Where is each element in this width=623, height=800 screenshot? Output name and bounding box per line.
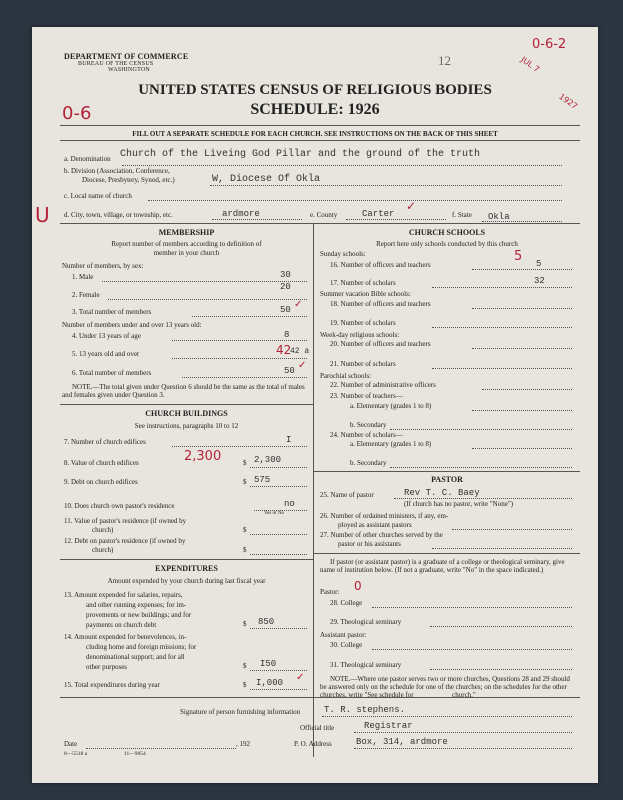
q29-label: 29. Theological seminary — [330, 618, 402, 626]
q23a-line — [472, 410, 572, 411]
q7-label: 7. Number of church edifices — [64, 438, 146, 446]
q26-label: 26. Number of ordained ministers, if any, em- — [320, 512, 449, 520]
schools-sub: Report here only schools conducted by this church — [376, 240, 518, 248]
margin-mark-u: U — [35, 203, 50, 227]
q3-line — [192, 316, 307, 317]
denomination-line — [122, 165, 562, 166]
census-schedule-sheet — [32, 27, 598, 783]
form-title: UNITED STATES CENSUS OF RELIGIOUS BODIES — [138, 82, 492, 98]
q6-line — [182, 377, 307, 378]
state-line — [482, 221, 562, 222]
q13-line-3: provements or new buildings; and for — [86, 611, 192, 619]
q12-line — [250, 554, 307, 555]
q9-dollar-icon: $ — [243, 478, 247, 486]
q24-label: 24. Number of scholars— — [330, 431, 403, 439]
official-title-value: Registrar — [364, 721, 413, 731]
date-line — [86, 748, 236, 749]
q23a-label: a. Elementary (grades 1 to 8) — [350, 402, 432, 410]
q7-value: I — [286, 435, 292, 445]
q16-value-red: 5 — [514, 249, 523, 264]
q19-line — [432, 327, 572, 328]
pastor-label: Pastor: — [320, 588, 340, 596]
q13-line-1: 13. Amount expended for salaries, repairs, — [64, 591, 183, 599]
graduate-rule — [313, 553, 580, 554]
q25-hint: (If church has no pastor, write "None") — [404, 500, 514, 508]
q18-line — [472, 308, 572, 309]
expenditures-sub: Amount expended by your church during last fiscal year — [107, 577, 266, 585]
membership-sub-1: Report number of members according to definition of — [111, 240, 262, 248]
q23b-line — [390, 429, 572, 430]
schedule-number: 12 — [438, 53, 451, 68]
membership-sub-2: member in your church — [153, 249, 220, 257]
q12-label-2: church) — [92, 546, 114, 554]
q4-value: 8 — [284, 330, 290, 340]
q5-value-red: 42 — [276, 343, 292, 357]
q2-value: 20 — [280, 282, 291, 292]
county-line — [346, 219, 446, 220]
q31-label: 31. Theological seminary — [330, 661, 402, 669]
q27-label-2: pastor or his assistants — [338, 540, 401, 548]
division-label-2: Diocese, Presbytery, Synod, etc.) — [82, 176, 175, 184]
pastor-note: NOTE.—Where one pastor serves two or more churches, Questions 28 and 29 should be answered only on the schedule for one of the churches; on the schedules for the other churches, write "See schedule for __________ church." — [320, 675, 570, 699]
received-stamp-year: 1927 — [557, 91, 580, 112]
buildings-rule — [60, 404, 313, 405]
q15-checkmark-icon: ✓ — [296, 672, 305, 683]
q23b-label: b. Secondary — [350, 421, 387, 429]
q6-checkmark-icon: ✓ — [298, 360, 307, 371]
q2-label: 2. Female — [72, 291, 100, 299]
q6-label: 6. Total number of members — [72, 369, 152, 377]
q13-line — [250, 628, 307, 629]
age-label: Number of members under and over 13 years old: — [62, 321, 202, 329]
q1-label: 1. Male — [72, 273, 94, 281]
q3-value: 50 — [280, 305, 291, 315]
q1-line — [102, 281, 307, 282]
q8-line — [250, 467, 307, 468]
q15-dollar-icon: $ — [243, 681, 247, 689]
department-block — [64, 52, 188, 73]
buildings-title: CHURCH BUILDINGS — [145, 409, 228, 418]
q21-line — [432, 368, 572, 369]
q4-label: 4. Under 13 years of age — [72, 332, 141, 340]
assistant-label: Assistant pastor: — [320, 631, 367, 639]
form-number: 8—5518 a — [64, 751, 88, 757]
q19-label: 19. Number of scholars — [330, 319, 396, 327]
q22-label: 22. Number of administrative officers — [330, 381, 436, 389]
q13-value: 850 — [258, 617, 275, 627]
po-address-value: Box, 314, ardmore — [356, 737, 448, 747]
pastor-rule — [313, 471, 580, 472]
expenditures-rule — [60, 559, 313, 560]
local-name-line — [148, 200, 562, 201]
expenditures-title: EXPENDITURES — [155, 564, 218, 573]
county-value: Carter — [362, 209, 395, 219]
q10-label: 10. Does church own pastor's residence — [64, 502, 175, 510]
q21-label: 21. Number of scholars — [330, 360, 396, 368]
q27-label: 27. Number of other churches served by the — [320, 531, 443, 539]
q24a-label: a. Elementary (grades 1 to 8) — [350, 440, 432, 448]
q30-label: 30. College — [330, 641, 363, 649]
q15-line — [250, 689, 307, 690]
city-label: d. City, town, village, or township, etc. — [64, 211, 173, 219]
date-year: , 192 — [236, 740, 250, 748]
q9-value: 575 — [254, 475, 271, 485]
q28-line — [372, 607, 572, 608]
q4-line — [172, 340, 307, 341]
q11-label: 11. Value of pastor's residence (if owned by — [64, 517, 187, 525]
denomination-label: a. Denomination — [64, 155, 111, 163]
official-title-label: Official title — [300, 724, 335, 732]
weekday-label: Week-day religious schools: — [320, 331, 400, 339]
q11-dollar-icon: $ — [243, 526, 247, 534]
fill-instruction: FILL OUT A SEPARATE SCHEDULE FOR EACH CHURCH. SEE INSTRUCTIONS ON THE BACK OF THIS SHEET — [132, 130, 498, 138]
q8-dollar-icon: $ — [243, 459, 247, 467]
local-name-label: c. Local name of church — [64, 192, 132, 200]
q14-line-1: 14. Amount expended for benevolences, in- — [64, 633, 187, 641]
q18-label: 18. Number of officers and teachers — [330, 300, 431, 308]
q24a-line — [472, 448, 572, 449]
section-rule — [60, 223, 580, 224]
q14-dollar-icon: $ — [243, 662, 247, 670]
q15-label: 15. Total expenditures during year — [64, 681, 160, 689]
q26-label-2: ployed as assistant pastors — [338, 521, 412, 529]
q14-line-4: other purposes — [86, 663, 128, 671]
dept-name: DEPARTMENT OF COMMERCE — [64, 52, 189, 61]
q10-value: no — [284, 499, 295, 509]
official-title-line — [354, 732, 572, 733]
bureau-name: BUREAU OF THE CENSUS — [78, 61, 154, 67]
graduate-instruction: If pastor (or assistant pastor) is a graduate of a college or theological seminary, give name of institution below. (If not a graduate, write "No" in the space indicated.) — [320, 558, 565, 574]
denomination-value: Church of the Liveing God Pillar and the ground of the truth — [120, 149, 481, 160]
county-label: e. County — [310, 211, 338, 219]
code-left: 0-6 — [62, 103, 92, 124]
division-value: W, Diocese Of Okla — [212, 174, 321, 185]
q17-label: 17. Number of scholars — [330, 279, 396, 287]
q5-value-typed: 42 a — [290, 347, 310, 356]
state-label: f. State — [452, 211, 472, 219]
schedule-title: SCHEDULE: 1926 — [250, 101, 380, 118]
q24b-label: b. Secondary — [350, 459, 387, 467]
schools-title: CHURCH SCHOOLS — [408, 228, 486, 237]
q29-line — [430, 626, 572, 627]
buildings-sub: See instructions, paragraphs 10 to 12 — [134, 422, 239, 430]
q26-line — [452, 529, 572, 530]
q22-line — [482, 389, 572, 390]
q31-line — [430, 669, 572, 670]
q9-line — [250, 486, 307, 487]
membership-note: NOTE.—The total given under Question 6 should be the same as the total of males and females given under Question 3. — [62, 383, 305, 399]
sunday-label: Sunday schools: — [320, 250, 366, 258]
received-stamp-month: JUL 7 — [519, 54, 542, 75]
q3-checkmark-icon: ✓ — [294, 299, 303, 310]
q13-line-2: and other running expenses; for im- — [86, 601, 187, 609]
q1-value: 30 — [280, 270, 291, 280]
q12-dollar-icon: $ — [243, 546, 247, 554]
q24b-line — [390, 467, 572, 468]
state-value: Okla — [488, 212, 510, 222]
po-address-line — [354, 748, 572, 749]
column-divider — [313, 223, 314, 757]
q23-label: 23. Number of teachers— — [330, 392, 403, 400]
q15-value: I,000 — [256, 678, 284, 688]
q27-line — [432, 548, 572, 549]
q8-value-typed: 2,300 — [254, 455, 282, 465]
signature-line — [322, 716, 572, 717]
division-line — [210, 185, 562, 186]
header-rule-bottom — [60, 140, 580, 141]
q3-label: 3. Total number of members — [72, 308, 152, 316]
date-label: Date — [64, 740, 78, 748]
county-checkmark-icon: ✓ — [406, 199, 417, 213]
q13-label — [64, 590, 191, 630]
q17-value: 32 — [534, 276, 545, 286]
q20-label: 20. Number of officers and teachers — [330, 340, 431, 348]
q5-line — [172, 358, 307, 359]
yes-or-no-hint: Yes or No — [264, 511, 285, 516]
q16-value-typed: 5 — [536, 259, 542, 269]
q8-value-red: 2,300 — [184, 449, 222, 464]
q25-label: 25. Name of pastor — [320, 491, 374, 499]
q16-label: 16. Number of officers and teachers — [330, 261, 431, 269]
membership-title: MEMBERSHIP — [158, 228, 215, 237]
header-rule-top — [60, 125, 580, 126]
q7-line — [172, 446, 307, 447]
q5-label: 5. 13 years old and over — [72, 350, 140, 358]
q6-value: 50 — [284, 366, 295, 376]
q14-label — [64, 632, 196, 672]
q16-line — [472, 269, 572, 270]
pastor-title: PASTOR — [431, 475, 463, 484]
q14-line — [250, 670, 307, 671]
q25-line — [394, 498, 572, 499]
pastor-mark: 0 — [354, 579, 362, 593]
q12-label: 12. Debt on pastor's residence (if owned by — [64, 537, 186, 545]
parochial-label: Parochial schools: — [320, 372, 372, 380]
q25-value: Rev T. C. Baey — [404, 488, 480, 498]
city-name: WASHINGTON — [108, 67, 150, 73]
q14-line-2: cluding home and foreign missions; for — [86, 643, 197, 651]
city-value: ardmore — [222, 209, 260, 219]
footer-rule — [60, 697, 580, 698]
q13-dollar-icon: $ — [243, 620, 247, 628]
po-address-label: P. O. Address — [294, 740, 332, 748]
q30-line — [372, 649, 572, 650]
q14-line-3: denominational support; and for all — [86, 653, 185, 661]
form-number-2: 11—9054 — [124, 751, 146, 757]
q2-line — [108, 299, 307, 300]
division-label: b. Division (Association, Conference, — [64, 167, 170, 175]
q11-line — [250, 534, 307, 535]
q9-label: 9. Debt on church edifices — [64, 478, 138, 486]
q28-label: 28. College — [330, 599, 363, 607]
city-line — [212, 219, 302, 220]
q17-line — [432, 287, 572, 288]
q14-value: I50 — [260, 659, 277, 669]
q13-line-4: payments on church debt — [86, 621, 157, 629]
summer-label: Summer vacation Bible schools: — [320, 290, 411, 298]
signature-value: T. R. stephens. — [324, 705, 406, 715]
code-top-right: 0-6-2 — [532, 37, 567, 52]
q20-line — [472, 348, 572, 349]
q8-label: 8. Value of church edifices — [64, 459, 139, 467]
by-sex-label: Number of members, by sex: — [62, 262, 144, 270]
q11-label-2: church) — [92, 526, 114, 534]
signature-label: Signature of person furnishing information — [180, 708, 301, 716]
